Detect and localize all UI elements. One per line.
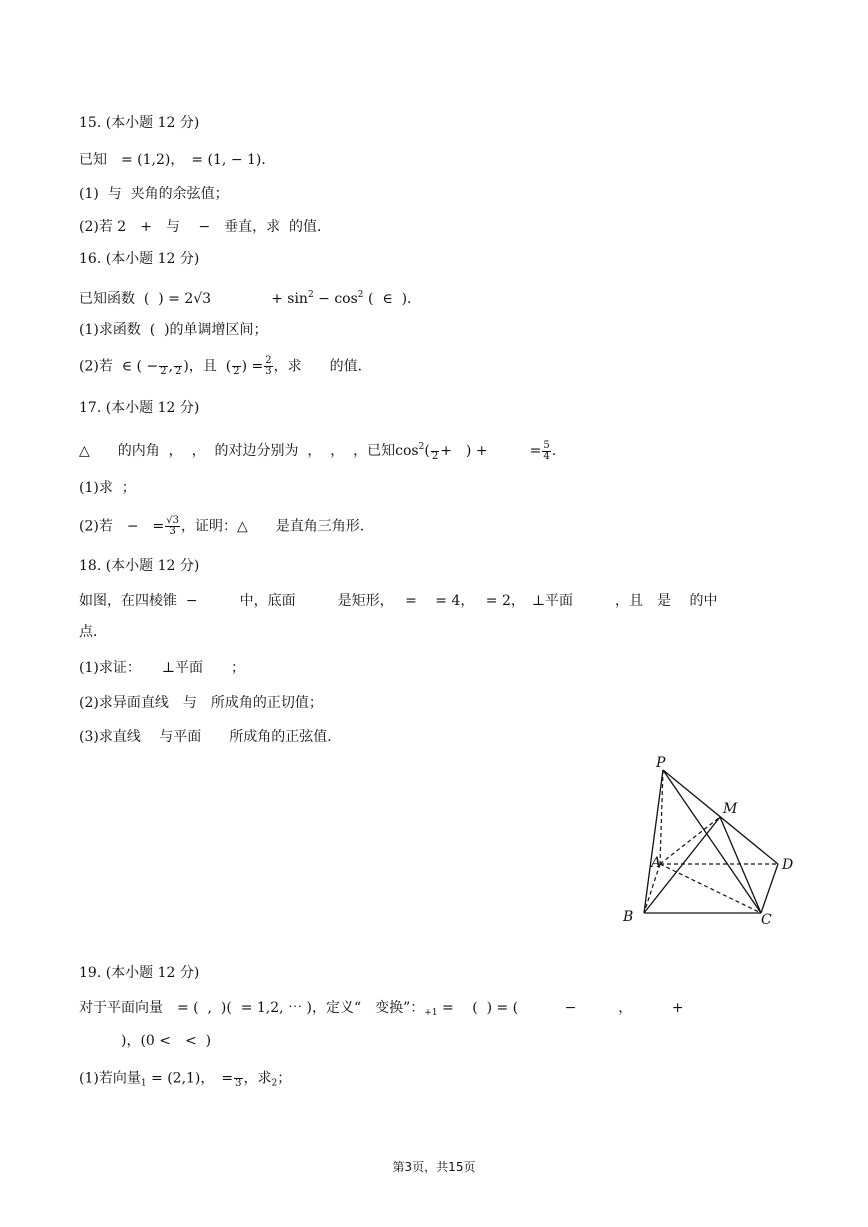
label-d: D xyxy=(782,857,794,873)
q17-part1: (1)求 ； xyxy=(79,480,136,496)
pyramid-figure xyxy=(615,750,800,930)
q17-given: △ 的内角 ， ， 的对边分别为 ， ， ，已知$\cos^2$( 2 + ) + = $\frac{5}{4}$ . xyxy=(79,439,557,462)
label-c: C xyxy=(761,912,772,928)
q15-part1: (1) 与 夹角的余弦值； xyxy=(79,186,229,202)
edge-cd xyxy=(761,864,778,913)
q18-header: 18. (本小题 12 分) xyxy=(79,558,200,574)
label-p: P xyxy=(656,755,666,771)
q18-given-line1: 如图，在四棱锥 − 中，底面 是矩形， = = 4， = 2， ⊥平面 ，且 是 的中 xyxy=(79,593,718,609)
q17-part2: (2)若 − = $\frac{√3}{3}$ ，证明：△ 是直角三角形． xyxy=(79,515,374,537)
q15-part2: (2)若 2 + 与 − 垂直，求 的值． xyxy=(79,219,331,235)
q15-given: 已知 = (1,2)， = (1, − 1)． xyxy=(79,152,276,168)
q17-header: 17. (本小题 12 分) xyxy=(79,400,200,416)
q18-given-line2: 点． xyxy=(79,624,107,640)
edge-cm xyxy=(720,817,761,913)
q18-part3: (3)求直线 与平面 所成角的正弦值． xyxy=(79,729,342,745)
q18-part1: (1)求证： ⊥平面 ； xyxy=(79,660,245,676)
label-b: B xyxy=(623,909,634,925)
q19-given-line1: 对于平面向量 = ( , )( = 1,2, ⋯ )，定义“ 变换”：$_{+1}$ = ( ) = ( − ， + xyxy=(79,1000,684,1018)
edge-ab xyxy=(644,864,660,913)
q16-part2: (2)若 ∈ ( − 2 , 2 )，且 ( 2 ) = $\frac{2}{3}$ ，求 的值． xyxy=(79,355,372,377)
q19-header: 19. (本小题 12 分) xyxy=(79,965,200,981)
page-footer: 第3页，共15页 xyxy=(392,1160,476,1174)
edge-ac xyxy=(660,864,761,913)
q19-part1: (1)若向量$_1$ = (2,1)， = 3 ，求$_2$； xyxy=(79,1068,291,1094)
q18-part2: (2)求异面直线 与 所成角的正切值； xyxy=(79,695,323,711)
label-m: M xyxy=(723,801,738,817)
edge-pc xyxy=(663,770,761,913)
q16-header: 16. (本小题 12 分) xyxy=(79,251,200,267)
q16-given: 已知函数 ( ) = $2√3 + \sin^2 - \cos^2$ ( ∈ )． xyxy=(79,290,422,307)
q19-given-line2: )，(0 < < ) xyxy=(79,1033,212,1049)
q15-header: 15. (本小题 12 分) xyxy=(79,115,200,131)
q16-part1: (1)求函数 ( )的单调增区间； xyxy=(79,322,268,338)
label-a: A xyxy=(651,855,662,871)
